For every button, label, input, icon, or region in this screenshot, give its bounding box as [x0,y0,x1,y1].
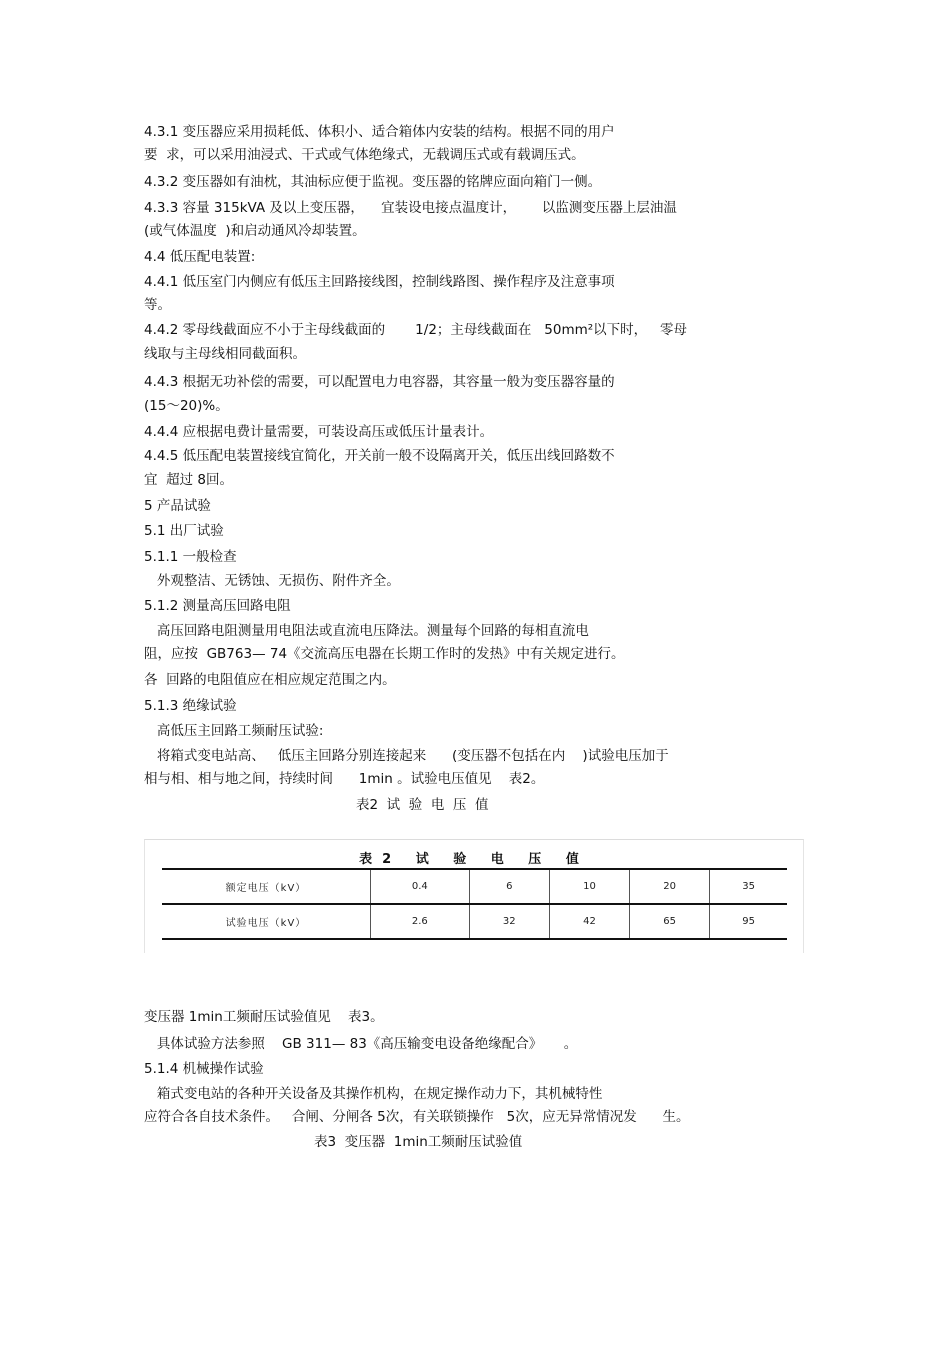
section-heading: 5.1 出厂试验 [144,523,224,539]
section-heading: 5.1.4 机械操作试验 [144,1061,264,1077]
section-heading: 5 产品试验 [144,498,211,514]
table-row [162,904,787,939]
table-cell: 0.4 [371,869,470,904]
table-3-caption: 表3 变压器 1min工频耐压试验值 [314,1134,523,1150]
table-cell: 额定电压（kV） [162,869,371,904]
text-line: 4.4.4 应根据电费计量需要，可装设高压或低压计量表计。 [144,424,494,440]
table-cell: 10 [549,869,629,904]
table-cell: 32 [469,904,549,939]
text-line: 宜 超过 8回。 [144,472,233,488]
table-cell: 42 [549,904,629,939]
text-line: 4.4.2 零母线截面应不小于主母线截面的 1/2；主母线截面在 50mm²以下时， 零母 [144,322,688,338]
table-cell: 2.6 [371,904,470,939]
text-line: 4.3.2 变压器如有油枕，其油标应便于监视。变压器的铭牌应面向箱门一侧。 [144,174,602,190]
text-line: 将箱式变电站高、 低压主回路分别连接起来 (变压器不包括在内 )试验电压加于 [144,748,669,764]
text-line: 外观整洁、无锈蚀、无损伤、附件齐全。 [144,573,400,589]
text-line: 4.4.1 低压室门内侧应有低压主回路接线图，控制线路图、操作程序及注意事项 [144,274,615,290]
table-cell: 6 [469,869,549,904]
text-line: 箱式变电站的各种开关设备及其操作机构，在规定操作动力下，其机械特性 [144,1086,603,1102]
section-heading: 5.1.2 测量高压回路电阻 [144,598,291,614]
text-line: 相与相、相与地之间，持续时间 1min 。试验电压值见 表2。 [144,771,545,787]
text-line: 4.3.1 变压器应采用损耗低、体积小、适合箱体内安装的结构。根据不同的用户 [144,124,615,140]
text-line: 4.3.3 容量 315kVA 及以上变压器， 宜装设电接点温度计， 以监测变压器上层油温 [144,200,677,216]
text-line: (或气体温度 )和启动通风冷却装置。 [144,223,366,239]
table-cell: 65 [630,904,710,939]
section-heading: 5.1.1 一般检查 [144,549,237,565]
text-line: 变压器 1min工频耐压试验值见 表3。 [144,1009,384,1025]
text-line: 高压回路电阻测量用电阻法或直流电压降法。测量每个回路的每相直流电 [144,623,589,639]
section-heading: 5.1.3 绝缘试验 [144,698,237,714]
text-line: 4.4.3 根据无功补偿的需要，可以配置电力电容器，其容量一般为变压器容量的 [144,374,615,390]
test-voltage-table [162,868,787,940]
table-cell: 试验电压（kV） [162,904,371,939]
text-line: 4.4 低压配电装置: [144,249,256,265]
table-cell: 20 [630,869,710,904]
text-line: 要 求，可以采用油浸式、干式或气体绝缘式，无载调压式或有载调压式。 [144,147,585,163]
text-line: 各 回路的电阻值应在相应规定范围之内。 [144,672,396,688]
text-line: 具体试验方法参照 GB 311— 83《高压输变电设备绝缘配合》 。 [144,1036,578,1052]
table-2-caption: 表2 试 验 电 压 值 [356,797,489,813]
text-line: (15～20)%。 [144,398,229,414]
table-cell: 35 [710,869,787,904]
text-line: 等。 [144,297,171,313]
text-line: 线取与主母线相同截面积。 [144,346,306,362]
table-2-title: 表2 试 验 电 压 值 [359,852,589,867]
table-row [162,869,787,904]
text-line: 高低压主回路工频耐压试验: [144,723,324,739]
text-line: 阻，应按 GB763— 74《交流高压电器在长期工作时的发热》中有关规定进行。 [144,646,625,662]
table-2-image [144,839,804,953]
table-cell: 95 [710,904,787,939]
text-line: 4.4.5 低压配电装置接线宜简化，开关前一般不设隔离开关，低压出线回路数不 [144,448,615,464]
text-line: 应符合各自技术条件。 合闸、分闸各 5次，有关联锁操作 5次，应无异常情况发 生。 [144,1109,690,1125]
